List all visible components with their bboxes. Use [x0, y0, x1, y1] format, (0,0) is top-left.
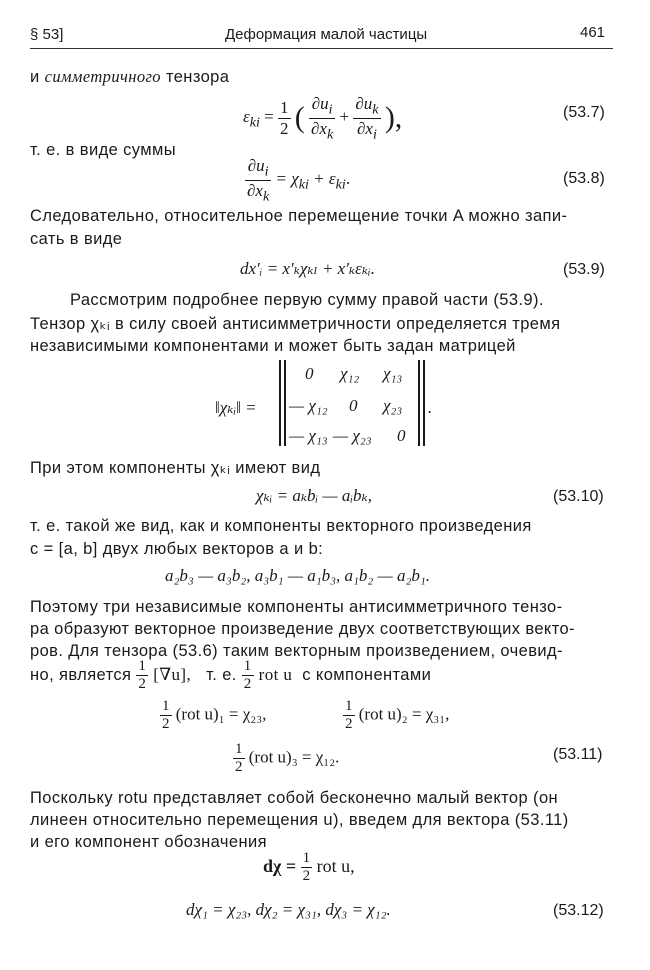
- page-number: 461: [580, 24, 606, 41]
- eq-53-7-t1-den: ∂x: [311, 118, 327, 138]
- eq-53-8-den: ∂x: [247, 180, 263, 200]
- section-label: § 53]: [30, 26, 64, 43]
- para3-line1: т. е. такой же вид, как и компоненты векторного произведения: [30, 517, 532, 535]
- para2-line3: независимыми компонентами и может быть задан матрицей: [30, 337, 516, 355]
- intro-italic: симметричного: [44, 67, 161, 86]
- para4-line4-pre: но, является: [30, 666, 132, 685]
- matrix-cell-r3c2: — χ₂₃: [333, 426, 372, 445]
- eq-number-53-7: (53.7): [563, 104, 605, 121]
- eq-number-53-10: (53.10): [553, 488, 604, 505]
- eq-53-7-t2-den: ∂x: [357, 118, 373, 138]
- eq-53-11-row1a: [160, 698, 266, 734]
- para4-half-2-den: 2: [243, 676, 252, 693]
- eq-53-11-half-1-num: 1: [160, 698, 172, 716]
- vector-products: a₂b₃ — a₃b₂, a₃b₁ — a₁b₃, a₁b₂ — a₂b₁.: [165, 566, 431, 585]
- eq-53-7-t2-num-sub: k: [372, 101, 379, 118]
- para4-nabla-u: [∇u],: [153, 665, 192, 685]
- matrix-cell-r1c3: χ₁₃: [383, 364, 403, 383]
- eq-53-7-t1-num-sub: i: [328, 101, 333, 118]
- equation-53-8: [245, 156, 350, 204]
- para2-line1: Рассмотрим подробнее первую сумму правой части (53.9).: [70, 291, 544, 309]
- para4-line4: [30, 658, 431, 694]
- eq-53-8-dot: .: [345, 169, 351, 189]
- para5-line2: линеен относительно перемещения u), введем для вектора (53.11): [30, 811, 569, 829]
- eq-53-11-half-1-den: 2: [162, 716, 170, 733]
- eq-53-8-sub2: ki: [335, 176, 346, 193]
- eq-53-11-half-2-num: 1: [343, 698, 355, 716]
- matrix-lhs: ‖χₖᵢ‖ =: [215, 398, 257, 417]
- equation-53-9: dx′ᵢ = x′ₖχₖₗ + x′ₖεₖᵢ.: [240, 259, 375, 278]
- para4-line2: ра образуют векторное произведение двух соответствующих векто-: [30, 620, 575, 638]
- intro-line: [30, 67, 229, 87]
- line-sum: т. е. в виде суммы: [30, 141, 177, 159]
- matrix-cell-r1c2: χ₁₂: [340, 364, 360, 383]
- eq-53-7-tail: ),: [384, 101, 403, 135]
- para1-line1: Следовательно, относительное перемещение точки A можно запи-: [30, 207, 568, 225]
- intro-post: тензора: [160, 68, 230, 86]
- matrix-right-bar-1: [418, 360, 420, 446]
- eq-53-11-half-3: [233, 741, 245, 777]
- para4-rot-u: rot u: [258, 665, 293, 685]
- eq-53-7-t2-num: ∂u: [355, 94, 373, 113]
- eq-53-11-half-3-num: 1: [233, 741, 245, 759]
- eq-53-7-coef-den: 2: [280, 118, 289, 138]
- para4-half-2-num: 1: [242, 658, 254, 676]
- eq-53-11-row1b-text: (rot u)₂ = χ₃₁,: [358, 704, 450, 724]
- matrix-cell-r3c1: — χ₁₃: [289, 426, 328, 445]
- para4-half-1-num: 1: [136, 658, 148, 676]
- equation-53-12: dχ₁ = χ₂₃, dχ₂ = χ₃₁, dχ₃ = χ₁₂.: [186, 900, 391, 919]
- eq-53-7-term1: [309, 94, 335, 142]
- para4-line4-post: с компонентами: [302, 666, 432, 685]
- para4-half-1: [136, 658, 148, 694]
- eq-53-8-num-sub: i: [264, 163, 269, 180]
- eq-53-7-coef-num: 1: [280, 98, 289, 118]
- para1-line2: сать в виде: [30, 230, 123, 248]
- eq-53-7-term2: [353, 94, 380, 142]
- para5-line1: Поскольку rotu представляет собой бесконечно малый вектор (он: [30, 789, 559, 807]
- para4-line1: Поэтому три независимые компоненты антисимметричного тензо-: [30, 598, 563, 616]
- para4-line3: ров. Для тензора (53.6) таким векторным произведением, очевид-: [30, 642, 563, 660]
- eq-53-7-coef: [278, 98, 291, 138]
- eq-53-8-plus: + ε: [308, 169, 336, 189]
- eq-53-7-lhs: ε: [243, 107, 250, 127]
- eq-number-53-9: (53.9): [563, 261, 605, 278]
- para3-line2: c = [a, b] двух любых векторов a и b:: [30, 540, 324, 558]
- matrix-right-bar-2: [423, 360, 425, 446]
- para4-half-2: [242, 658, 254, 694]
- equation-53-10: χₖᵢ = aₖbᵢ — aᵢbₖ,: [256, 486, 372, 505]
- eq-53-7-t1-den-sub: k: [326, 126, 334, 143]
- matrix-cell-r2c1: — χ₁₂: [289, 396, 328, 415]
- eq-dchi-half: [301, 850, 313, 886]
- para4-half-1-den: 2: [138, 676, 147, 693]
- eq-53-8-den-sub: k: [262, 188, 270, 205]
- eq-53-7-t1-num: ∂u: [311, 94, 329, 113]
- eq-53-8-sub1: ki: [298, 176, 309, 193]
- para5-line3: и его компонент обозначения: [30, 833, 267, 851]
- equation-53-7: $\varepsilon_{ki}$ = $\frac{1}{2}$ ( $\frac{\partial u_i}{\partial x_k}$ + $\frac{\partial u_k}{\partial x_i}$ ),: [243, 94, 403, 143]
- eq-number-53-8: (53.8): [563, 170, 605, 187]
- eq-53-11-row1a-text: (rot u)₁ = χ₂₃,: [175, 704, 267, 724]
- eq-53-8-num: ∂u: [247, 156, 265, 175]
- matrix-left-bar-1: [279, 360, 281, 446]
- matrix-cell-r2c2: 0: [349, 396, 358, 415]
- running-title: Деформация малой частицы: [225, 26, 428, 43]
- eq-dchi-lhs: dχ =: [263, 855, 297, 876]
- intro-pre: и: [30, 68, 45, 86]
- eq-53-11-row2: [233, 741, 339, 777]
- eq-53-11-half-2: [343, 698, 355, 734]
- matrix-cell-r1c1: 0: [305, 364, 314, 383]
- matrix-cell-r2c3: χ₂₃: [383, 396, 403, 415]
- line-components: При этом компоненты χₖᵢ имеют вид: [30, 459, 321, 477]
- eq-53-7-t2-den-sub: i: [372, 126, 377, 143]
- eq-53-11-row1b: [343, 698, 449, 734]
- eq-number-53-12: (53.12): [553, 902, 604, 919]
- eq-dchi-num: 1: [301, 850, 313, 868]
- eq-53-8-frac: [245, 156, 271, 204]
- eq-53-11-half-2-den: 2: [345, 716, 353, 733]
- eq-53-11-row2-text: (rot u)₃ = χ₁₂.: [248, 747, 340, 767]
- matrix-tail: .: [428, 398, 433, 417]
- eq-dchi-den: 2: [302, 868, 311, 885]
- eq-dchi-rhs: rot u,: [316, 855, 355, 876]
- matrix-cell-r3c3: 0: [397, 426, 406, 445]
- eq-dchi: [263, 850, 355, 886]
- matrix-left-bar-2: [284, 360, 286, 446]
- eq-number-53-11: (53.11): [553, 746, 603, 763]
- eq-53-8-rhs: = χ: [275, 169, 299, 189]
- para4-line4-mid: т. е.: [206, 666, 237, 685]
- header-rule: [30, 48, 613, 49]
- eq-53-7-lhs-sub: ki: [249, 114, 260, 131]
- para2-line2: Тензор χₖᵢ в силу своей антисимметричности определяется тремя: [30, 315, 561, 333]
- eq-53-11-half-1: [160, 698, 172, 734]
- eq-53-11-half-3-den: 2: [235, 759, 243, 776]
